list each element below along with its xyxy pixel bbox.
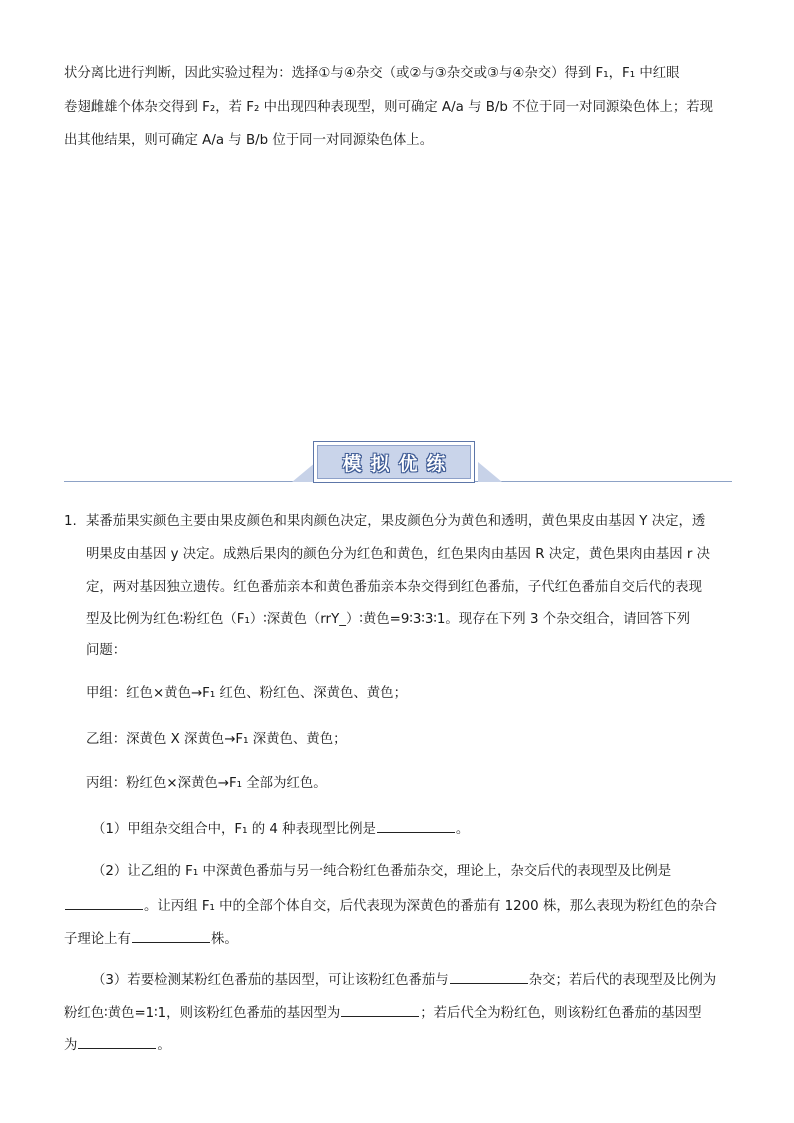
intro-line-3: 出其他结果，则可确定 A/a 与 B/b 位于同一对同源染色体上。: [64, 133, 434, 148]
sub-question-3-line-2: 粉红色∶黄色=1∶1，则该粉红色番茄的基因型为 ；若后代全为粉红色，则该粉红色番茄的基因型: [64, 1002, 732, 1024]
question-number: 1.: [64, 514, 77, 529]
sub-question-3-line-3: 为 。: [64, 1034, 732, 1056]
answer-blank[interactable]: [450, 969, 528, 984]
banner-title: 模拟优练: [342, 452, 455, 475]
sub-question-3-line-1: （3）若要检测某粉红色番茄的基因型，可让该粉红色番茄与 杂交；若后代的表现型及比例为: [92, 969, 760, 991]
group-bing: 丙组：粉红色×深黄色→F₁ 全部为红色。: [86, 776, 327, 791]
intro-line-1: 状分离比进行判断，因此实验过程为：选择①与④杂交（或②与③杂交或③与④杂交）得到 F₁，F₁ 中红眼: [64, 66, 680, 81]
answer-blank[interactable]: [65, 895, 143, 910]
intro-line-2: 卷翅雌雄个体杂交得到 F₂，若 F₂ 中出现四种表现型，则可确定 A/a 与 B/b 不位于同一对同源染色体上；若现: [64, 100, 714, 115]
banner-wing-right: [478, 462, 502, 482]
banner-box: [313, 441, 475, 483]
question-stem-line-2: 明果皮由基因 y 决定。成熟后果肉的颜色分为红色和黄色，红色果肉由基因 R 决定，黄色果肉由基因 r 决: [86, 547, 711, 562]
group-yi: 乙组：深黄色 X 深黄色→F₁ 深黄色、黄色；: [86, 732, 347, 747]
group-jia: 甲组：红色×黄色→F₁ 红色、粉红色、深黄色、黄色；: [86, 686, 407, 701]
question-stem-line-4: 型及比例为红色∶粉红色（F₁）∶深黄色（rrY_）∶黄色=9∶3∶3∶1。现存在下列 3 个杂交组合，请回答下列: [86, 612, 691, 627]
question-stem-line-1: 某番茄果实颜色主要由果皮颜色和果肉颜色决定，果皮颜色分为黄色和透明，黄色果皮由基因 Y 决定，透: [86, 514, 706, 529]
sub-question-2-line-3: 子理论上有 株。: [64, 928, 732, 950]
answer-blank[interactable]: [78, 1034, 156, 1049]
question-stem-line-5: 问题：: [86, 643, 127, 658]
answer-blank[interactable]: [341, 1002, 419, 1017]
question-stem-line-3: 定，两对基因独立遗传。红色番茄亲本和黄色番茄亲本杂交得到红色番茄，子代红色番茄自交后代的表现: [86, 580, 702, 595]
answer-blank[interactable]: [132, 928, 210, 943]
sub-question-2-line-2: 。让丙组 F₁ 中的全部个体自交，后代表现为深黄色的番茄有 1200 株，那么表现为粉红色的杂合: [64, 895, 732, 917]
sub-question-1: （1）甲组杂交组合中，F₁ 的 4 种表现型比例是 。: [92, 818, 760, 840]
answer-blank[interactable]: [377, 818, 455, 833]
sub-question-2-line-1: （2）让乙组的 F₁ 中深黄色番茄与另一纯合粉红色番茄杂交，理论上，杂交后代的表现型及比例是: [92, 864, 672, 879]
